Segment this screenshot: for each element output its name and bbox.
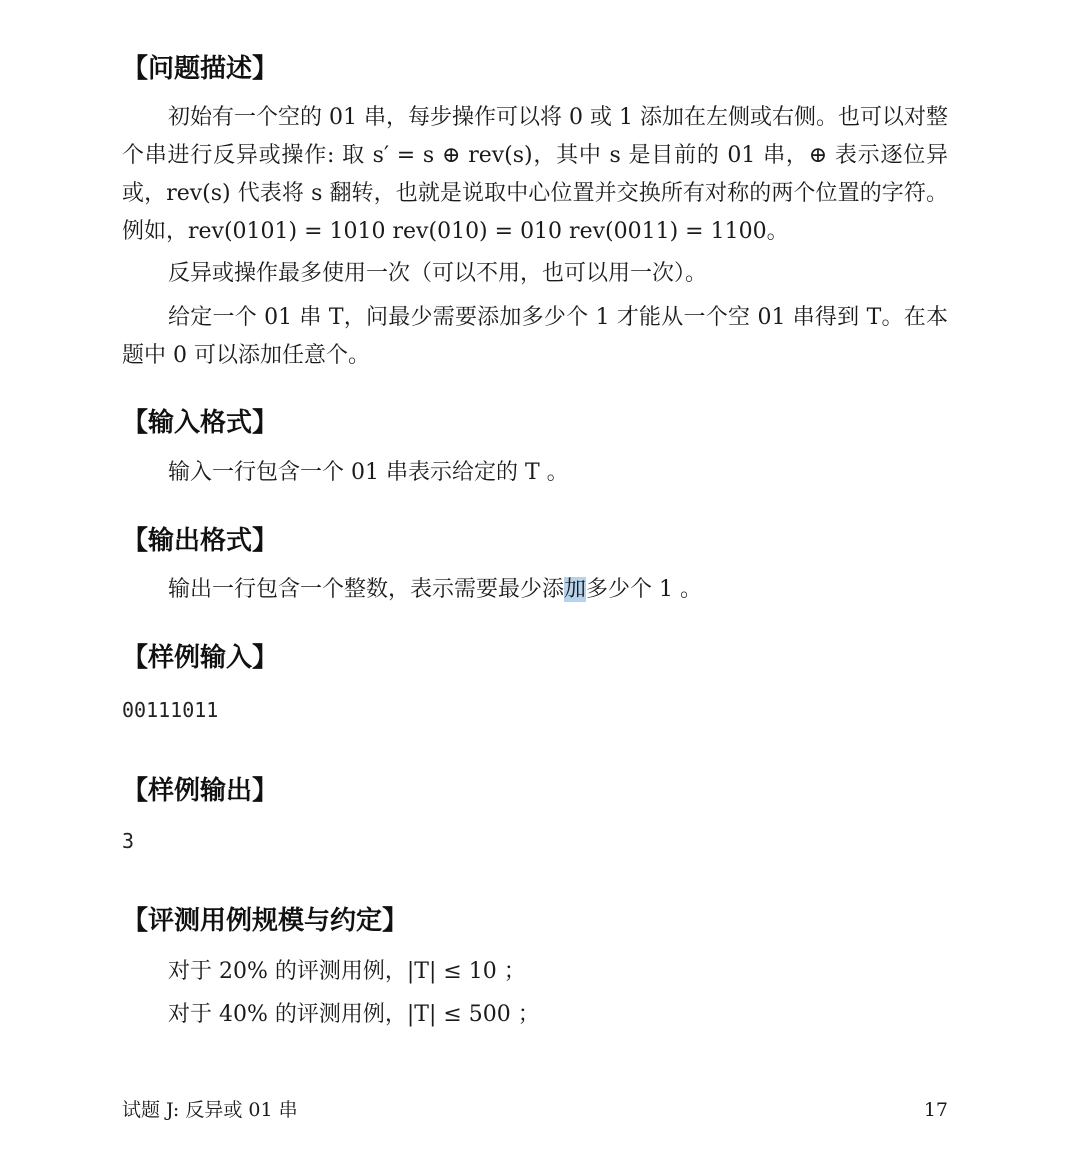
footer-title: 试题 J: 反异或 01 串 [122,1099,298,1121]
constraint-line-1: 对于 20% 的评测用例，|T| ≤ 10 ； [168,959,526,984]
output-format-heading: 【输出格式】 [122,526,279,556]
output-format-text-after: 多少个 1 。 [586,577,703,602]
page-number: 17 [923,1099,948,1121]
sample-input-heading: 【样例输入】 [122,643,279,673]
constraint-line-2: 对于 40% 的评测用例，|T| ≤ 500 ； [168,1002,540,1027]
sample-output-heading: 【样例输出】 [122,776,279,806]
problem-description-heading: 【问题描述】 [122,54,279,84]
output-format-text-before: 输出一行包含一个整数，表示需要最少添 [168,577,565,602]
sample-input-value: 00111011 [122,698,219,722]
input-format-heading: 【输入格式】 [122,408,279,438]
problem-paragraph-1: 初始有一个空的 01 串，每步操作可以将 0 或 1 添加在左侧或右侧。也可以对整个串进行反异或操作: 取 s′ = s ⊕ rev(s)，其中 s 是目前的 01 串，⊕ 表示逐位异或，rev(s) 代表将 s 翻转，也就是说取中心位置并交换所有对称的两个位置的字符。例如，rev(0101) = 1010 rev(010) = 010 rev(0011) = 1100。 [122,105,948,244]
selected-text-highlight[interactable]: 加 [564,577,587,602]
sample-output-value: 3 [122,829,135,853]
input-format-text: 输入一行包含一个 01 串表示给定的 T 。 [168,460,569,485]
output-format-text [168,571,702,609]
constraints-heading: 【评测用例规模与约定】 [122,906,409,936]
problem-paragraph-3: 给定一个 01 串 T，问最少需要添加多少个 1 才能从一个空 01 串得到 T。在本题中 0 可以添加任意个。 [122,305,948,368]
problem-paragraph-2: 反异或操作最多使用一次（可以不用，也可以用一次）。 [168,261,708,286]
